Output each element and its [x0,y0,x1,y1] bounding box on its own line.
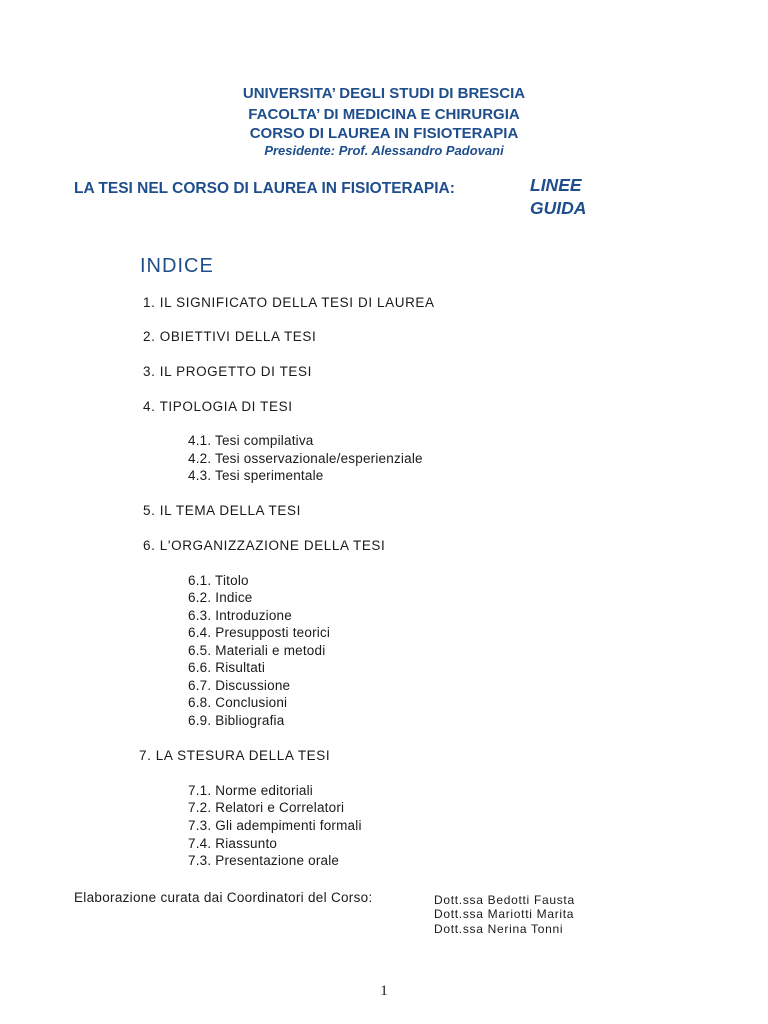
index-subitem-6-8: 6.8. Conclusioni [188,695,288,710]
coordinators-label: Elaborazione curata dai Coordinatori del Corso: [74,890,373,905]
index-subitem-6-4: 6.4. Presupposti teorici [188,625,331,640]
index-item-5: 5. IL TEMA DELLA TESI [143,503,301,518]
university-name: UNIVERSITA’ DEGLI STUDI DI BRESCIA [242,85,526,102]
title-guide-line1: LINEE [530,175,582,195]
index-item-4: 4. TIPOLOGIA DI TESI [143,399,293,414]
index-subitem-7-4: 7.4. Riassunto [188,836,278,851]
title-guide-line2: GUIDA [530,198,587,218]
coordinator-name: Dott.ssa Mariotti Marita [434,907,575,921]
document-title: LA TESI NEL CORSO DI LAUREA IN FISIOTERAPIA: [74,180,455,197]
index-heading: INDICE [140,255,214,277]
index-subitem-4-2: 4.2. Tesi osservazionale/esperienziale [188,451,423,466]
faculty-name: FACOLTA’ DI MEDICINA E CHIRURGIA [248,106,520,123]
president-line: Presidente: Prof. Alessandro Padovani [264,143,504,158]
index-subitem-7-2: 7.2. Relatori e Correlatori [188,800,345,815]
coordinator-name: Dott.ssa Nerina Tonni [434,922,564,936]
index-subitem-6-7: 6.7. Discussione [188,678,291,693]
course-name: CORSO DI LAUREA IN FISIOTERAPIA [249,125,519,142]
index-item-2: 2. OBIETTIVI DELLA TESI [143,329,317,344]
index-subitem-6-1: 6.1. Titolo [188,573,249,588]
index-subitem-6-5: 6.5. Materiali e metodi [188,643,326,658]
coordinator-name: Dott.ssa Bedotti Fausta [434,893,575,907]
index-subitem-6-2: 6.2. Indice [188,590,253,605]
index-subitem-7-1: 7.1. Norme editoriali [188,783,314,798]
index-subitem-7-3: 7.3. Gli adempimenti formali [188,818,362,833]
index-item-7: 7. LA STESURA DELLA TESI [139,748,331,763]
index-item-6: 6. L'ORGANIZZAZIONE DELLA TESI [143,538,386,553]
index-subitem-6-9: 6.9. Bibliografia [188,713,285,728]
index-subitem-4-1: 4.1. Tesi compilativa [188,433,314,448]
index-subitem-6-6: 6.6. Risultati [188,660,266,675]
page-number: 1 [380,983,388,999]
index-subitem-4-3: 4.3. Tesi sperimentale [188,468,324,483]
index-item-1: 1. IL SIGNIFICATO DELLA TESI DI LAUREA [143,295,435,310]
index-subitem-7-5: 7.3. Presentazione orale [188,853,340,868]
index-item-3: 3. IL PROGETTO DI TESI [143,364,312,379]
index-subitem-6-3: 6.3. Introduzione [188,608,292,623]
